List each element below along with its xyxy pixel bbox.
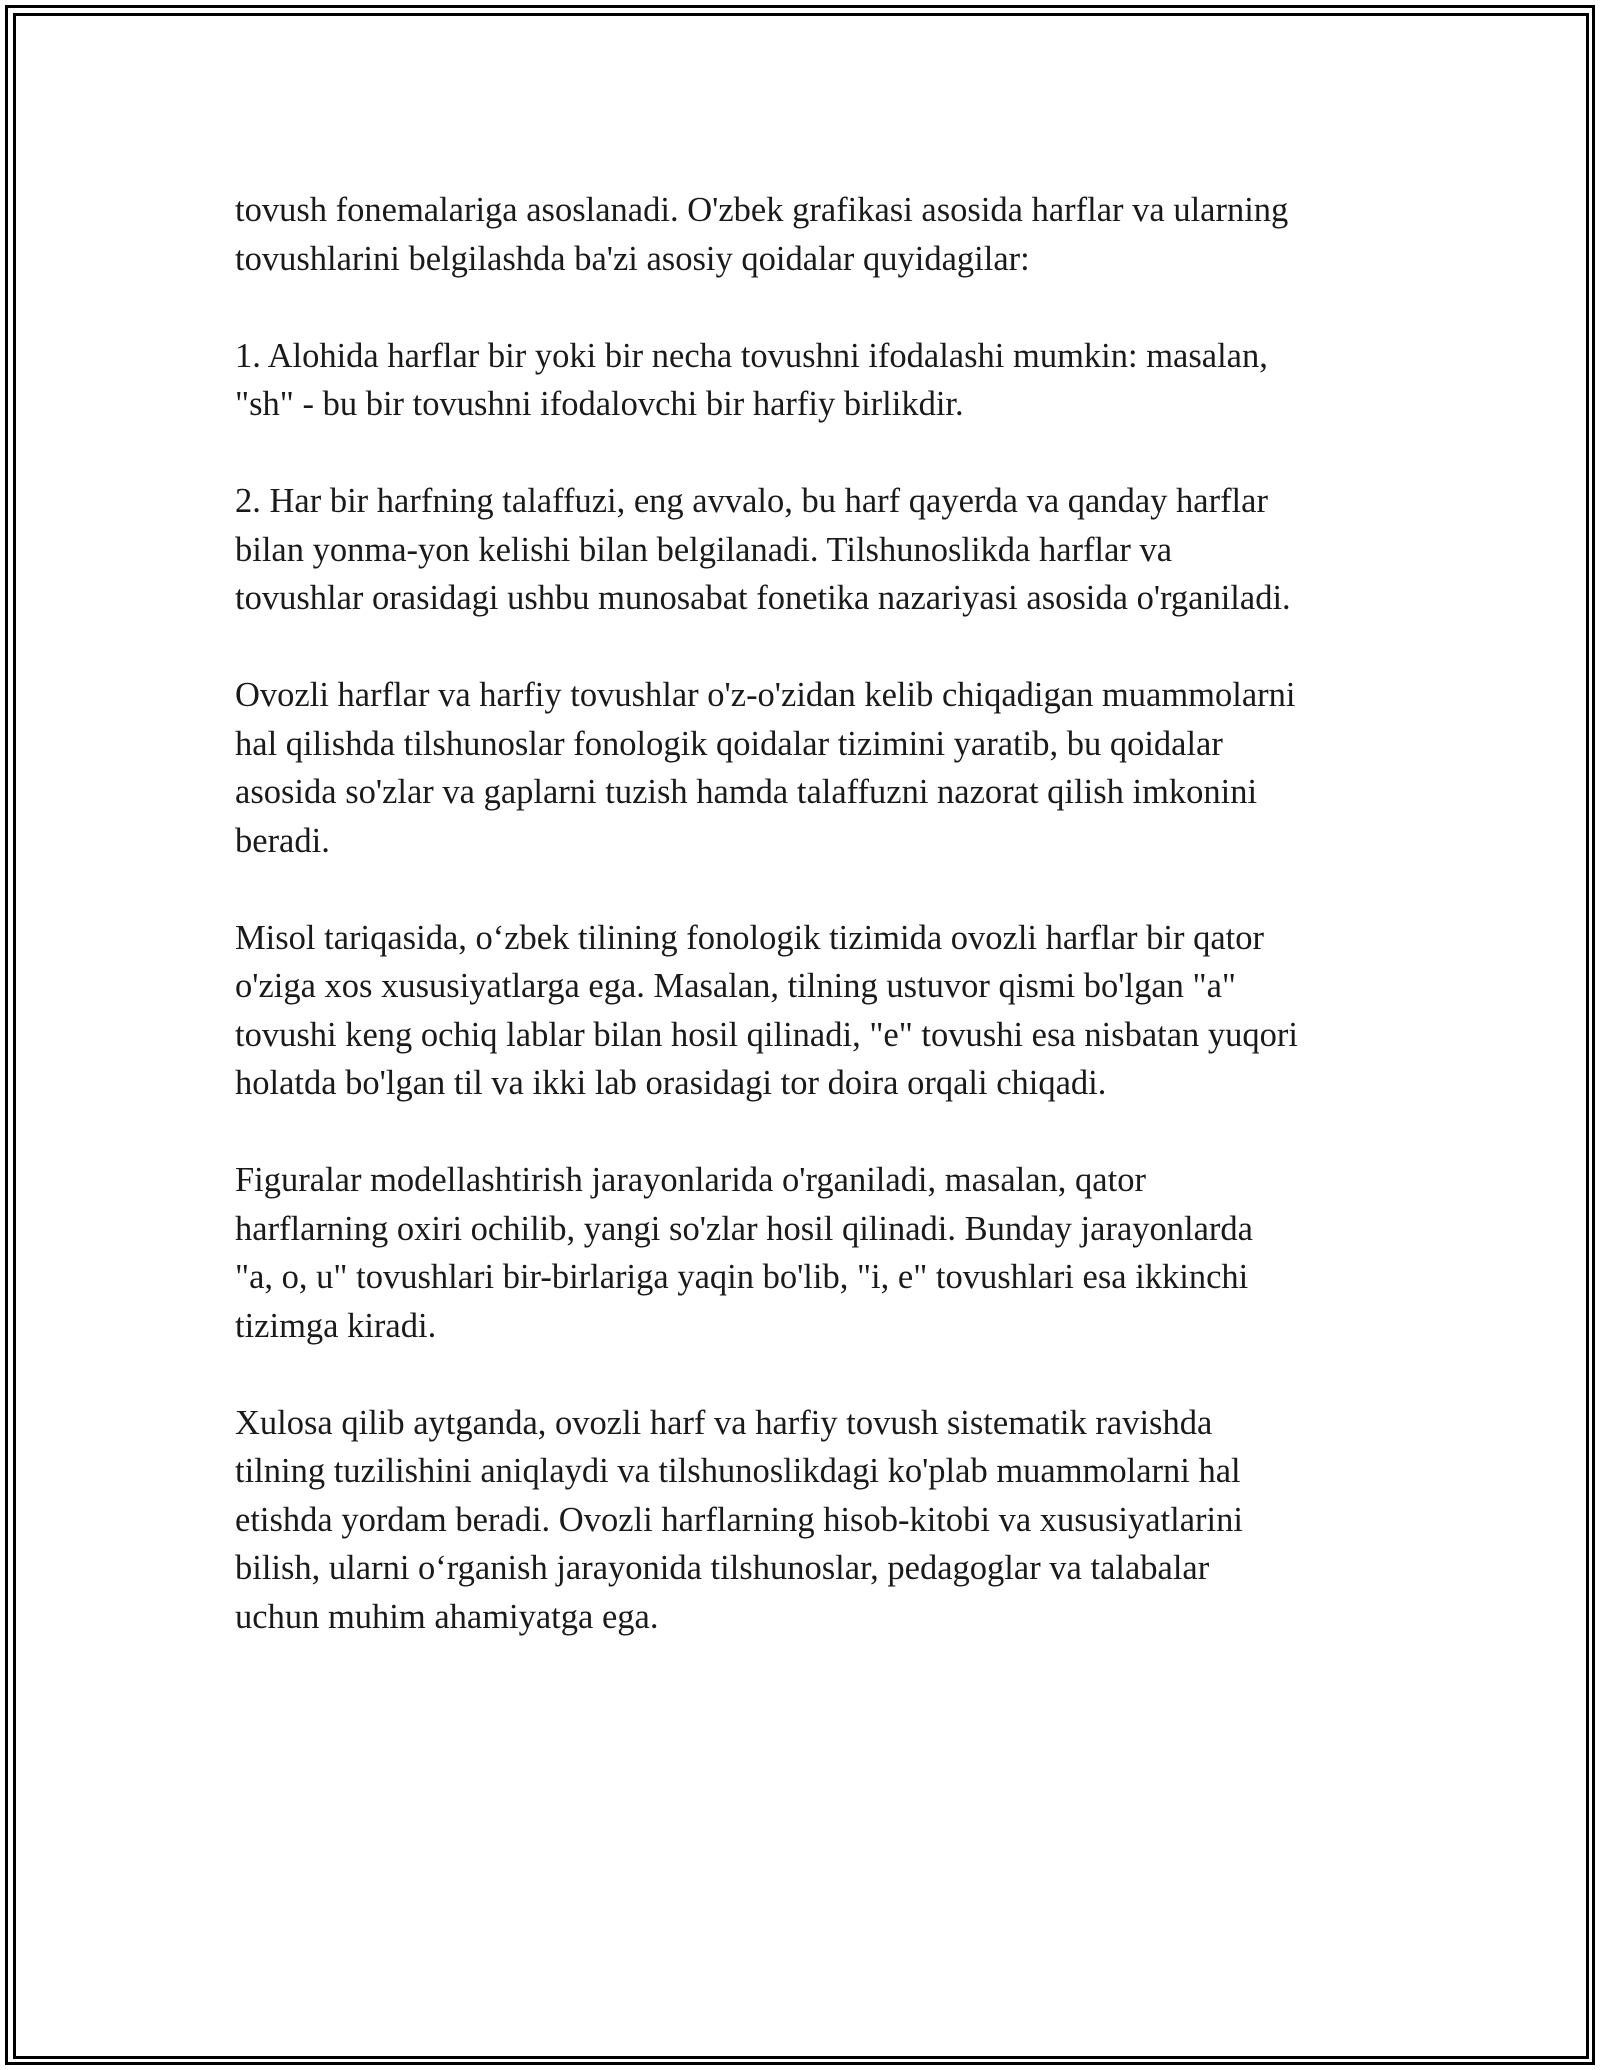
paragraph-intro: tovush fonemalariga asoslanadi. O'zbek grafikasi asosida harflar va ularning tovushlarini belgilashda ba'zi asosiy qoidalar quyidagilar: [235,191,1289,278]
paragraph-figures: Figuralar modellashtirish jarayonlarida o'rganiladi, masalan, qator harflarning oxiri ochilib, yangi so'zlar hosil qilinadi. Bunday jarayonlarda "a, o, u" tovushlari bir-birlariga yaqin bo'lib, "i, e" tovushlari esa ikkinchi tizimga kiradi. [235,1161,1253,1345]
paragraph-example: Misol tariqasida, o‘zbek tilining fonologik tizimida ovozli harflar bir qator o'ziga xos xususiyatlarga ega. Masalan, tilning ustuvor qismi bo'lgan "a" tovushi keng ochiq lablar bilan hosil qilinadi, "e" tovushi esa nisbatan yuqori holatda bo'lgan til va ikki lab orasidagi tor doira orqali chiqadi. [235,918,1298,1102]
paragraph-rule-2: 2. Har bir harfning talaffuzi, eng avvalo, bu harf qayerda va qanday harflar bilan yonma-yon kelishi bilan belgilanadi. Tilshunoslikda harflar va tovushlar orasidagi ushbu munosabat fonetika nazariyasi asosida o'rganiladi. [235,482,1291,617]
paragraph-rule-1: 1. Alohida harflar bir yoki bir necha tovushni ifodalashi mumkin: masalan, "sh" - bu bir tovushni ifodalovchi bir harfiy birlikdir. [235,336,1268,423]
paragraph-vowels: Ovozli harflar va harfiy tovushlar o'z-o'zidan kelib chiqadigan muammolarni hal qilishda tilshunoslar fonologik qoidalar tizimini yaratib, bu qoidalar asosida so'zlar va gaplarni tuzish hamda talaffuzni nazorat qilish imkonini beradi. [235,676,1296,860]
paragraph-conclusion: Xulosa qilib aytganda, ovozli harf va harfiy tovush sistematik ravishda tilning tuzilishini aniqlaydi va tilshunoslikdagi ko'plab muammolarni hal etishda yordam beradi. Ovozli harflarning hisob-kitobi va xususiyatlarini bilish, ularni o‘rganish jarayonida tilshunoslar, pedagoglar va talabalar uchun muhim ahamiyatga ega. [235,1403,1243,1636]
document-body [235,186,1385,1690]
